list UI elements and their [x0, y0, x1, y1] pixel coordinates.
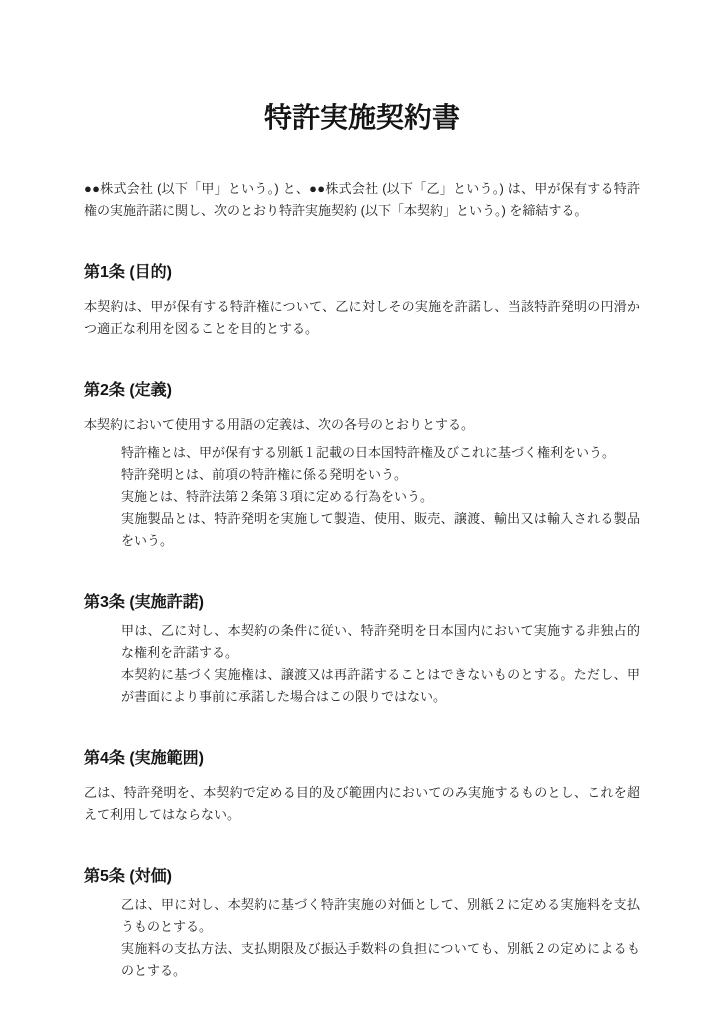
document-title: 特許実施契約書 [263, 102, 460, 133]
article-2-heading: 第2条 (定義) [84, 382, 173, 399]
article-1-heading: 第1条 (目的) [84, 264, 173, 281]
article-4 [84, 748, 640, 826]
article-1 [84, 262, 640, 340]
article-3-heading: 第3条 (実施許諾) [84, 594, 205, 611]
article-5-items: 乙は、甲に対し、本契約に基づく特許実施の対価として、別紙２に定める実施料を支払うものとする。 実施料の支払方法、支払期限及び振込手数料の負担についても、別紙２の定めによるものとする。 [121, 897, 640, 978]
article-2-items: 特許権とは、甲が保有する別紙１記載の日本国特許権及びこれに基づく権利をいう。 特許発明とは、前項の特許権に係る発明をいう。 実施とは、特許法第２条第３項に定める行為をいう。 実施製品とは、特許発明を実施して製造、使用、販売、譲渡、輸出又は輸入される製品をいう。 [121, 445, 640, 548]
article-2 [84, 380, 640, 552]
article-4-body: 乙は、特許発明を、本契約で定める目的及び範囲内においてのみ実施するものとし、これを超えて利用してはならない。 [84, 785, 640, 822]
article-1-body: 本契約は、甲が保有する特許権について、乙に対しその実施を許諾し、当該特許発明の円滑かつ適正な利用を図ることを目的とする。 [84, 299, 640, 336]
article-3-items: 甲は、乙に対し、本契約の条件に従い、特許発明を日本国内において実施する非独占的な権利を許諾する。 本契約に基づく実施権は、譲渡又は再許諾することはできないものとする。ただし、甲が書面により事前に承諾した場合はこの限りではない。 [121, 623, 640, 704]
article-2-body: 本契約において使用する用語の定義は、次の各号のとおりとする。 [84, 417, 475, 432]
article-3 [84, 592, 640, 708]
intro-paragraph: ●●株式会社 (以下「甲」という。) と、●●株式会社 (以下「乙」という。) は、甲が保有する特許権の実施許諾に関し、次のとおり特許実施契約 (以下「本契約」という。) を締結する。 [84, 181, 640, 218]
article-5 [84, 866, 640, 982]
article-4-heading: 第4条 (実施範囲) [84, 750, 205, 767]
article-5-heading: 第5条 (対価) [84, 868, 173, 885]
